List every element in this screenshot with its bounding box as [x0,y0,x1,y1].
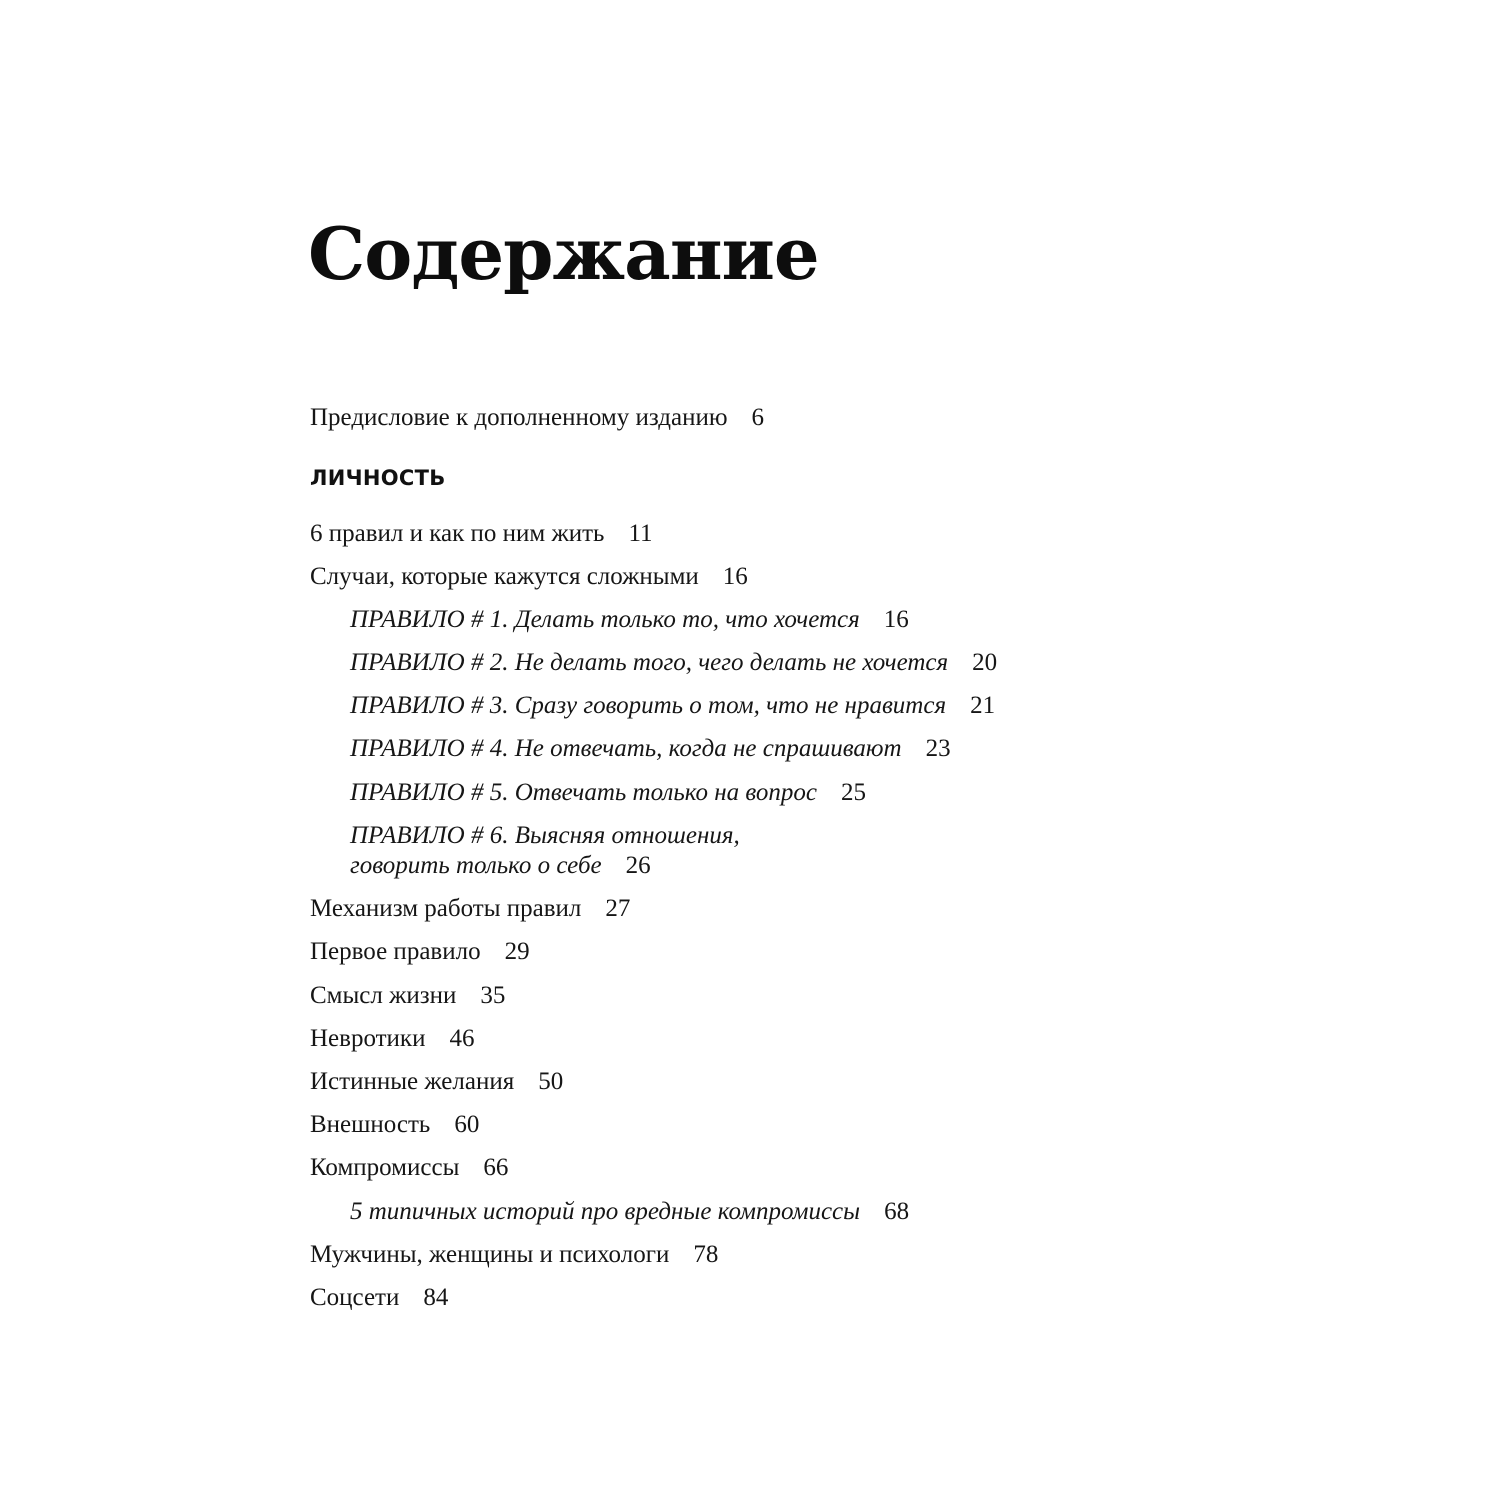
toc-entry-label: Предисловие к дополненному изданию [310,404,728,431]
toc-subentry [350,821,740,881]
toc-page-number: 25 [841,779,867,806]
toc-entry-label: Компромиссы [310,1154,460,1181]
toc-page-number: 27 [605,895,631,922]
toc-entry [310,1067,563,1097]
toc-page-number: 21 [970,692,996,719]
toc-entry-label: Внешность [310,1111,431,1138]
toc-subentry [350,648,997,678]
toc-subentry [350,1197,909,1227]
toc-page-number: 16 [722,563,748,590]
toc-page-number: 11 [628,520,653,547]
toc-subentry [350,778,866,808]
toc-page-number: 35 [480,982,506,1009]
toc-entry-label: Истинные желания [310,1068,515,1095]
toc-entry-label: ПРАВИЛО # 5. Отвечать только на вопрос [350,779,818,806]
toc-entry [310,562,748,592]
toc-page-number: 66 [483,1154,509,1181]
toc-entry-label: Мужчины, женщины и психологи [310,1241,670,1268]
toc-page-number: 68 [884,1198,910,1225]
toc-page-number: 50 [538,1068,564,1095]
toc-entry [310,981,505,1011]
toc-entry-label: 5 типичных историй про вредные компромиссы [350,1198,861,1225]
toc-page-number: 60 [454,1111,480,1138]
toc-page-number: 16 [883,606,909,633]
toc-page-number: 29 [504,938,530,965]
toc-entry [310,1110,479,1140]
toc-entry-label: Случаи, которые кажутся сложными [310,563,699,590]
toc-entry-label: Механизм работы правил [310,895,582,922]
toc-page-number: 23 [925,735,951,762]
toc-entry [310,1153,508,1183]
toc-entry [310,937,530,967]
toc-page-number: 78 [693,1241,719,1268]
toc-subentry [350,691,995,721]
toc-entry-label: ПРАВИЛО # 1. Делать только то, что хочется [350,606,860,633]
page-title: Содержание [308,211,819,296]
toc-entry-preface [310,403,764,433]
toc-entry [310,1283,448,1313]
toc-page-number: 6 [751,404,765,431]
toc-entry-label: Невротики [310,1025,426,1052]
toc-page-number: 84 [423,1284,449,1311]
toc-entry-label-line2: говорить только о себе [350,852,602,879]
toc-entry-label: 6 правил и как по ним жить [310,520,605,547]
toc-page-number: 46 [449,1025,475,1052]
toc-entry-label-line1: ПРАВИЛО # 6. Выясняя отношения, [350,822,740,849]
toc-entry [310,1024,474,1054]
toc-entry-label: ПРАВИЛО # 3. Сразу говорить о том, что не нравится [350,692,947,719]
toc-entry-label: ПРАВИЛО # 2. Не делать того, чего делать не хочется [350,649,949,676]
toc-entry-label: Смысл жизни [310,982,457,1009]
toc-page-number: 26 [625,852,651,879]
toc-entry [310,1240,718,1270]
toc-entry [310,894,630,924]
toc-entry [310,519,653,549]
toc-page-number: 20 [972,649,998,676]
toc-entry-label: Первое правило [310,938,481,965]
toc-entry-label: ПРАВИЛО # 4. Не отвечать, когда не спрашивают [350,735,902,762]
toc-entry-label: Соцсети [310,1284,400,1311]
section-heading: ЛИЧНОСТЬ [310,466,446,490]
toc-subentry [350,734,951,764]
toc-subentry [350,605,909,635]
